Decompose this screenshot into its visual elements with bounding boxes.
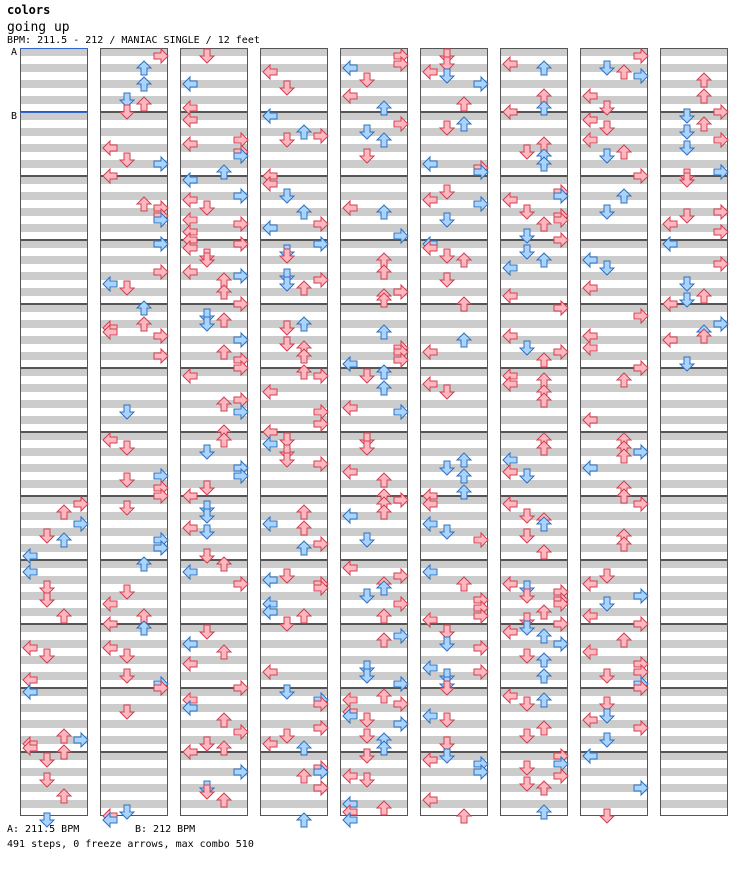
beat-stripe: [660, 752, 728, 760]
beat-stripe: [660, 80, 728, 88]
beat-stripe: [260, 352, 328, 360]
beat-stripe: [100, 800, 168, 808]
beat-stripe: [20, 608, 88, 616]
beat-stripe: [580, 224, 648, 232]
beat-stripe: [340, 336, 408, 344]
beat-stripe: [500, 608, 568, 616]
beat-stripe: [260, 800, 328, 808]
beat-stripe: [340, 320, 408, 328]
beat-stripe: [500, 672, 568, 680]
beat-stripe: [180, 128, 248, 136]
beat-stripe: [180, 736, 248, 744]
beat-stripe: [580, 768, 648, 776]
song-artist: going up: [7, 20, 70, 35]
beat-stripe: [500, 96, 568, 104]
beat-stripe: [660, 784, 728, 792]
beat-stripe: [100, 512, 168, 520]
beat-stripe: [260, 656, 328, 664]
beat-stripe: [340, 736, 408, 744]
beat-stripe: [20, 64, 88, 72]
beat-stripe: [660, 704, 728, 712]
beat-stripe: [420, 112, 488, 120]
beat-stripe: [420, 336, 488, 344]
beat-stripe: [500, 416, 568, 424]
beat-stripe: [20, 400, 88, 408]
beat-stripe: [420, 176, 488, 184]
beat-stripe: [500, 160, 568, 168]
beat-stripe: [340, 192, 408, 200]
beat-stripe: [20, 432, 88, 440]
beat-stripe: [340, 80, 408, 88]
beat-stripe: [500, 480, 568, 488]
chart-stats: 491 steps, 0 freeze arrows, max combo 510: [7, 839, 254, 850]
beat-stripe: [20, 128, 88, 136]
beat-stripe: [580, 800, 648, 808]
beat-stripe: [420, 208, 488, 216]
beat-stripe: [100, 368, 168, 376]
beat-stripe: [100, 736, 168, 744]
beat-stripe: [260, 400, 328, 408]
beat-stripe: [100, 576, 168, 584]
beat-stripe: [260, 336, 328, 344]
beat-stripe: [20, 464, 88, 472]
beat-stripe: [20, 720, 88, 728]
beat-stripe: [420, 480, 488, 488]
beat-stripe: [420, 784, 488, 792]
beat-stripe: [100, 720, 168, 728]
beat-stripe: [100, 224, 168, 232]
beat-stripe: [580, 384, 648, 392]
beat-stripe: [660, 688, 728, 696]
beat-stripe: [20, 288, 88, 296]
beat-stripe: [500, 128, 568, 136]
beat-stripe: [180, 672, 248, 680]
beat-stripe: [20, 336, 88, 344]
beat-stripe: [500, 560, 568, 568]
beat-stripe: [420, 736, 488, 744]
beat-stripe: [260, 96, 328, 104]
beat-stripe: [100, 704, 168, 712]
chart-column: [580, 48, 648, 816]
beat-stripe: [20, 448, 88, 456]
beat-stripe: [100, 400, 168, 408]
beat-stripe: [20, 416, 88, 424]
beat-stripe: [660, 48, 728, 56]
beat-stripe: [420, 128, 488, 136]
beat-stripe: [500, 656, 568, 664]
beat-stripe: [20, 368, 88, 376]
beat-stripe: [660, 640, 728, 648]
beat-stripe: [340, 432, 408, 440]
beat-stripe: [660, 400, 728, 408]
beat-stripe: [100, 656, 168, 664]
beat-stripe: [420, 96, 488, 104]
beat-stripe: [180, 624, 248, 632]
beat-stripe: [500, 176, 568, 184]
beat-stripe: [260, 496, 328, 504]
beat-stripe: [420, 448, 488, 456]
beat-stripe: [20, 256, 88, 264]
beat-stripe: [420, 304, 488, 312]
beat-stripe: [500, 80, 568, 88]
beat-stripe: [20, 352, 88, 360]
beat-stripe: [500, 432, 568, 440]
beat-stripe: [340, 656, 408, 664]
beat-stripe: [340, 480, 408, 488]
beat-stripe: [580, 512, 648, 520]
beat-stripe: [180, 432, 248, 440]
beat-stripe: [660, 160, 728, 168]
beat-stripe: [580, 704, 648, 712]
beat-stripe: [420, 288, 488, 296]
beat-stripe: [660, 448, 728, 456]
beat-stripe: [20, 48, 88, 56]
beat-stripe: [20, 656, 88, 664]
beat-stripe: [660, 480, 728, 488]
beat-stripe: [660, 672, 728, 680]
beat-stripe: [20, 96, 88, 104]
beat-stripe: [340, 416, 408, 424]
beat-stripe: [20, 80, 88, 88]
beat-stripe: [420, 256, 488, 264]
beat-stripe: [660, 592, 728, 600]
beat-stripe: [20, 704, 88, 712]
beat-stripe: [500, 720, 568, 728]
beat-stripe: [420, 320, 488, 328]
beat-stripe: [20, 784, 88, 792]
beat-stripe: [340, 272, 408, 280]
beat-stripe: [100, 448, 168, 456]
beat-stripe: [260, 48, 328, 56]
beat-stripe: [340, 544, 408, 552]
chart-info: BPM: 211.5 - 212 / MANIAC SINGLE / 12 feet: [7, 35, 260, 46]
beat-stripe: [580, 320, 648, 328]
beat-stripe: [340, 112, 408, 120]
beat-stripe: [580, 160, 648, 168]
beat-stripe: [420, 416, 488, 424]
beat-stripe: [180, 288, 248, 296]
beat-stripe: [20, 320, 88, 328]
beat-stripe: [580, 80, 648, 88]
beat-stripe: [660, 432, 728, 440]
beat-stripe: [340, 784, 408, 792]
beat-stripe: [580, 528, 648, 536]
beat-stripe: [660, 512, 728, 520]
beat-stripe: [580, 432, 648, 440]
beat-stripe: [180, 384, 248, 392]
beat-stripe: [340, 608, 408, 616]
beat-stripe: [420, 224, 488, 232]
beat-stripe: [340, 304, 408, 312]
beat-stripe: [500, 144, 568, 152]
beat-stripe: [20, 208, 88, 216]
beat-stripe: [260, 560, 328, 568]
beat-stripe: [100, 304, 168, 312]
beat-stripe: [500, 320, 568, 328]
beat-stripe: [340, 528, 408, 536]
beat-stripe: [580, 400, 648, 408]
beat-stripe: [20, 592, 88, 600]
beat-stripe: [260, 320, 328, 328]
beat-stripe: [20, 304, 88, 312]
beat-stripe: [660, 560, 728, 568]
beat-stripe: [660, 64, 728, 72]
beat-stripe: [340, 144, 408, 152]
beat-stripe: [180, 592, 248, 600]
beat-stripe: [100, 528, 168, 536]
beat-stripe: [100, 128, 168, 136]
beat-stripe: [100, 560, 168, 568]
beat-stripe: [660, 416, 728, 424]
beat-stripe: [340, 384, 408, 392]
beat-stripe: [660, 768, 728, 776]
beat-stripe: [580, 192, 648, 200]
beat-stripe: [20, 112, 88, 120]
beat-stripe: [20, 272, 88, 280]
beat-stripe: [260, 208, 328, 216]
beat-stripe: [100, 416, 168, 424]
beat-stripe: [660, 192, 728, 200]
beat-stripe: [340, 624, 408, 632]
beat-stripe: [260, 288, 328, 296]
beat-stripe: [20, 144, 88, 152]
beat-stripe: [340, 240, 408, 248]
beat-stripe: [340, 160, 408, 168]
beat-stripe: [420, 48, 488, 56]
beat-stripe: [420, 432, 488, 440]
beat-stripe: [340, 448, 408, 456]
beat-stripe: [100, 112, 168, 120]
beat-stripe: [580, 304, 648, 312]
beat-stripe: [500, 784, 568, 792]
beat-stripe: [340, 640, 408, 648]
beat-stripe: [500, 48, 568, 56]
beat-stripe: [20, 768, 88, 776]
beat-stripe: [420, 400, 488, 408]
beat-stripe: [20, 384, 88, 392]
beat-stripe: [20, 480, 88, 488]
beat-stripe: [100, 256, 168, 264]
beat-stripe: [500, 800, 568, 808]
beat-stripe: [180, 608, 248, 616]
beat-stripe: [100, 192, 168, 200]
beat-stripe: [100, 768, 168, 776]
beat-stripe: [180, 800, 248, 808]
beat-stripe: [500, 400, 568, 408]
beat-stripe: [660, 352, 728, 360]
beat-stripe: [100, 80, 168, 88]
beat-stripe: [180, 480, 248, 488]
beat-stripe: [20, 528, 88, 536]
beat-stripe: [260, 256, 328, 264]
beat-stripe: [660, 384, 728, 392]
beat-stripe: [500, 736, 568, 744]
beat-stripe: [420, 144, 488, 152]
beat-stripe: [260, 80, 328, 88]
beat-stripe: [100, 784, 168, 792]
beat-stripe: [500, 224, 568, 232]
beat-stripe: [500, 528, 568, 536]
beat-stripe: [660, 736, 728, 744]
beat-stripe: [20, 800, 88, 808]
beat-stripe: [260, 304, 328, 312]
beat-stripe: [260, 624, 328, 632]
chart-column: [660, 48, 728, 816]
beat-stripe: [260, 480, 328, 488]
beat-stripe: [100, 752, 168, 760]
bpm-legend-a: A: 211.5 BPM: [7, 824, 80, 835]
beat-stripe: [260, 752, 328, 760]
beat-stripe: [660, 576, 728, 584]
beat-stripe: [20, 512, 88, 520]
beat-stripe: [580, 272, 648, 280]
chart-column: [20, 48, 88, 816]
bpm-marker-b: B: [11, 111, 18, 122]
beat-stripe: [420, 368, 488, 376]
beat-stripe: [20, 240, 88, 248]
beat-stripe: [580, 560, 648, 568]
beat-stripe: [340, 224, 408, 232]
beat-stripe: [180, 48, 248, 56]
beat-stripe: [420, 688, 488, 696]
beat-stripe: [660, 288, 728, 296]
beat-stripe: [420, 272, 488, 280]
beat-stripe: [100, 464, 168, 472]
beat-stripe: [180, 416, 248, 424]
beat-stripe: [20, 624, 88, 632]
beat-stripe: [260, 144, 328, 152]
beat-stripe: [420, 544, 488, 552]
beat-stripe: [340, 176, 408, 184]
beat-stripe: [100, 384, 168, 392]
beat-stripe: [180, 160, 248, 168]
beat-stripe: [500, 544, 568, 552]
beat-stripe: [580, 544, 648, 552]
bpm-legend-b: B: 212 BPM: [135, 824, 196, 835]
beat-stripe: [20, 160, 88, 168]
beat-stripe: [180, 720, 248, 728]
beat-stripe: [180, 64, 248, 72]
song-title: colors: [7, 3, 51, 17]
beat-stripe: [260, 640, 328, 648]
beat-stripe: [580, 480, 648, 488]
beat-stripe: [20, 176, 88, 184]
beat-stripe: [660, 496, 728, 504]
beat-stripe: [20, 192, 88, 200]
beat-stripe: [660, 720, 728, 728]
beat-stripe: [660, 96, 728, 104]
beat-stripe: [580, 240, 648, 248]
bpm-marker-a: A: [11, 47, 18, 58]
beat-stripe: [660, 544, 728, 552]
beat-stripe: [660, 528, 728, 536]
beat-stripe: [660, 656, 728, 664]
beat-stripe: [100, 64, 168, 72]
beat-stripe: [660, 608, 728, 616]
beat-stripe: [340, 256, 408, 264]
beat-stripe: [260, 160, 328, 168]
beat-stripe: [660, 624, 728, 632]
beat-stripe: [180, 544, 248, 552]
beat-stripe: [500, 704, 568, 712]
beat-stripe: [660, 368, 728, 376]
beat-stripe: [660, 464, 728, 472]
beat-stripe: [20, 224, 88, 232]
beat-stripe: [660, 800, 728, 808]
beat-stripe: [660, 272, 728, 280]
